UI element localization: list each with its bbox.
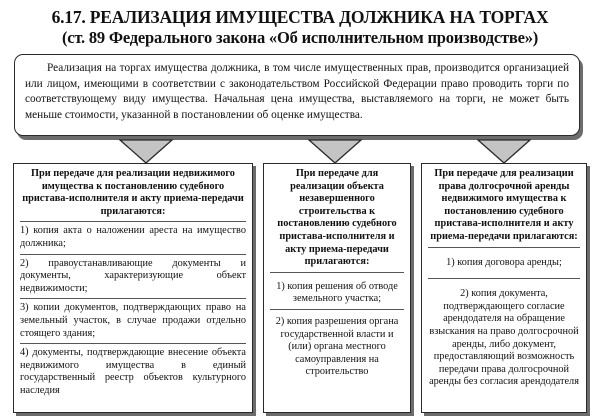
- list-item: 2) правоустанавливающие документы и документы, характеризующие объект недвижимости;: [20, 257, 246, 294]
- list-item: 2) копия разрешения органа государственной власти и (или) органа местного самоуправления на строительство: [275, 315, 399, 378]
- divider: [20, 254, 246, 255]
- list-item: 3) копии документов, подтверждающих право на земельный участок, в случае продажи отдельно стоящего здания;: [20, 302, 246, 339]
- divider: [428, 278, 580, 279]
- divider: [20, 221, 246, 222]
- column-heading: При передаче для реализации права долгосрочной аренды недвижимого имущества к постановлению судебного пристава-исполнителя и акту приема-передачи прилагаются:: [430, 168, 578, 242]
- column-heading: При передаче для реализации недвижимого имущества к постановлению судебного пристава-исполнителя и акту приема-передачи прилагаются:: [22, 168, 244, 217]
- divider: [20, 343, 246, 344]
- column-real-estate: [13, 163, 253, 413]
- divider: [270, 309, 404, 310]
- intro-text: Реализация на торгах имущества должника, в том числе имущественных прав, производится организацией или лицом, имеющими в соответствии с законодательством Российской Федерации право проводить торги по соответствующему виду имущества. Начальная цена имущества, выставляемого на торги, не может быть меньше стоимости, указанной в постановлении об оценке имущества.: [25, 62, 569, 121]
- divider: [270, 272, 404, 273]
- arrow-down-icon: [309, 140, 361, 163]
- list-item: 1) копия решения об отводе земельного участка;: [276, 280, 398, 305]
- arrow-down-icon: [120, 140, 172, 163]
- arrow-down-icon: [478, 140, 530, 163]
- list-item: 4) документы, подтверждающие внесение объекта недвижимого имущества в единый государственный реестр объектов культурного наследия: [20, 347, 246, 396]
- column-long-term-lease: [421, 163, 587, 413]
- divider: [428, 247, 580, 248]
- list-item: 1) копия акта о наложении ареста на имущество должника;: [20, 225, 246, 249]
- connector-arrows: [0, 139, 600, 165]
- intro-box: [14, 54, 580, 136]
- list-item: 1) копия договора аренды;: [446, 256, 562, 268]
- column-heading: При передаче для реализации объекта незавершенного строительства к постановлению судебного пристава-исполнителя и акту приема-передачи прилагаются:: [277, 168, 397, 268]
- list-item: 2) копия документа, подтверждающего согласие арендодателя на обращение взыскания на право долгосрочной аренды, либо документ, предоставляющий возможность передачи права долгосрочной аренды без согласия арендодателя: [429, 288, 579, 388]
- column-unfinished-construction: [263, 163, 411, 413]
- page-title: 6.17. РЕАЛИЗАЦИЯ ИМУЩЕСТВА ДОЛЖНИКА НА ТОРГАХ: [51, 7, 549, 27]
- divider: [20, 298, 246, 299]
- page-subtitle: (ст. 89 Федерального закона «Об исполнительном производстве»): [61, 28, 539, 47]
